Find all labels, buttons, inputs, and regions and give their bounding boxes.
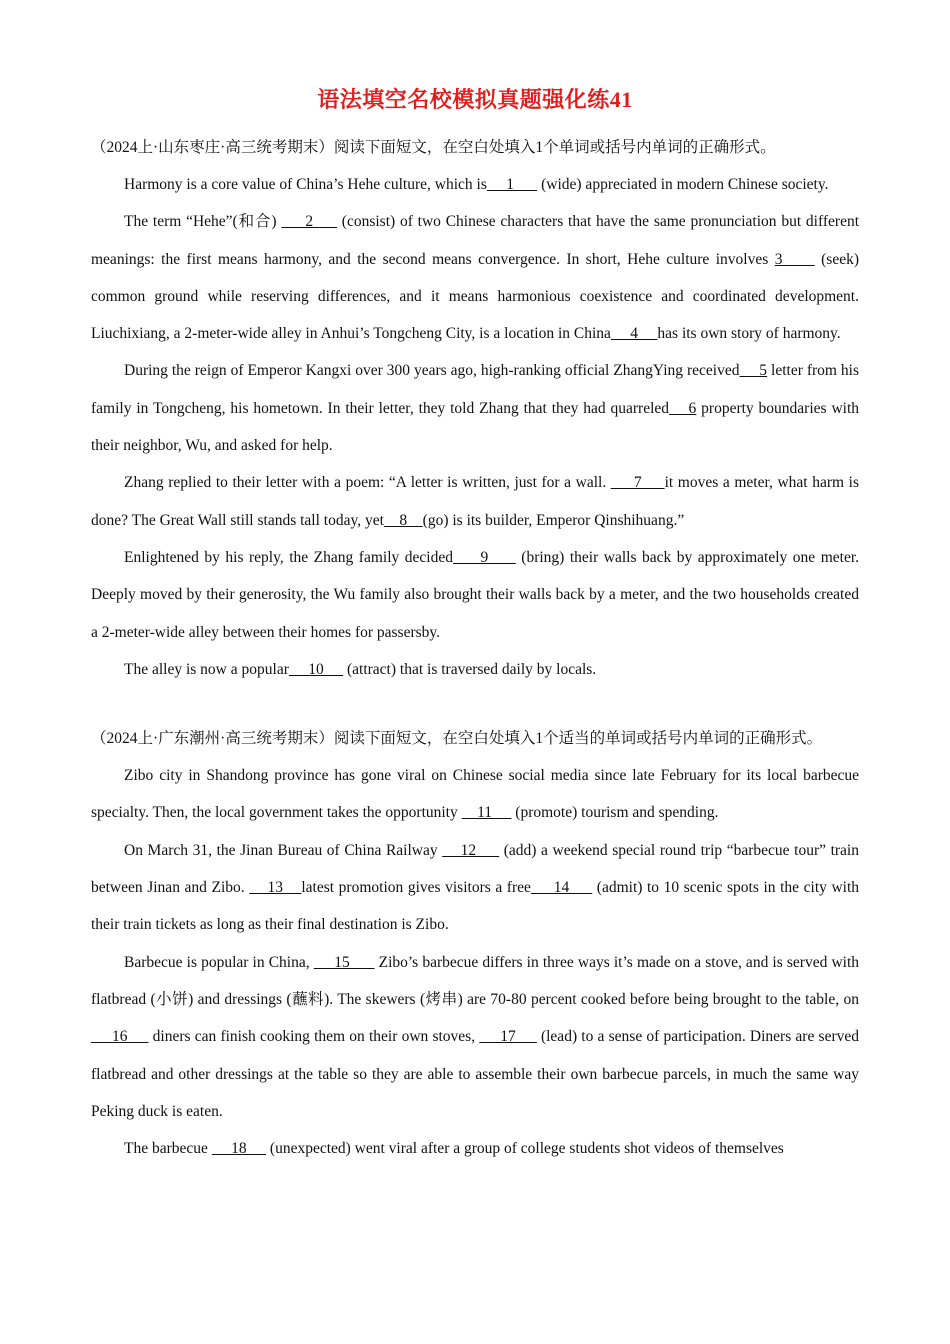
section-instructions: （2024上·广东潮州·高三统考期末）阅读下面短文，在空白处填入1个适当的单词或括号内单词的正确形式。: [91, 730, 823, 748]
document-page: [91, 82, 859, 1167]
passage-text: letter from his family in Tongcheng, his hometown. In their letter, they told Zhang that they had quarreled: [91, 362, 860, 417]
answer-blank[interactable]: 16: [91, 1028, 149, 1046]
passage-text: property boundaries with their neighbor, Wu, and asked for help.: [91, 399, 859, 455]
answer-blank[interactable]: 8: [383, 511, 423, 529]
passage-text: (consist) of two Chinese characters that have the same pronunciation but different meanings: the first means harmony, and the second means convergence. In short, Hehe culture involves: [91, 213, 860, 268]
answer-blank[interactable]: 4: [610, 325, 658, 343]
passage-text: Harmony is a core value of China’s Hehe culture, which is: [124, 176, 487, 193]
answer-blank[interactable]: 18: [211, 1140, 267, 1158]
passage-text: The alley is now a popular: [124, 660, 289, 678]
passage-paragraph: [91, 464, 859, 539]
passage-text: (go) is its builder, Emperor Qinshihuang.”: [422, 511, 685, 529]
answer-blank[interactable]: 9: [452, 548, 516, 566]
passage-text: Zhang replied to their letter with a poem: “A letter is written, just for a wall.: [124, 474, 611, 492]
passage-paragraph: [91, 757, 859, 832]
answer-blank[interactable]: 2: [281, 213, 338, 231]
passage-paragraph: [91, 166, 859, 203]
passage-text: Zibo’s barbecue differs in three ways it’s made on a stove, and is served with flatbread (小饼) and dressings (蘸料). The skewers (烤串) are 70-80 percent cooked before being brought to the table, on: [91, 953, 859, 1008]
answer-blank[interactable]: 14: [530, 879, 593, 897]
passage-text: (wide) appreciated in modern Chinese society.: [537, 176, 829, 193]
passage-text: latest promotion gives visitors a free: [301, 879, 531, 897]
passage-text: has its own story of harmony.: [657, 325, 841, 343]
page-title: 语法填空名校模拟真题强化练41: [317, 87, 633, 112]
passage-text: (attract) that is traversed daily by locals.: [343, 660, 597, 678]
passage-paragraph: [91, 651, 859, 688]
passage-paragraph: [91, 832, 859, 944]
answer-blank[interactable]: 6: [669, 399, 697, 417]
answer-blank[interactable]: 3: [774, 250, 815, 268]
answer-blank[interactable]: 13: [249, 879, 302, 897]
answer-blank[interactable]: 12: [442, 841, 500, 859]
exercise-section: [91, 130, 859, 688]
passage-text: (admit) to 10 scenic spots in the city with their train tickets as long as their final destination is Zibo.: [91, 879, 860, 934]
passage-text: (add) a weekend special round trip “barbecue tour” train between Jinan and Zibo.: [91, 841, 859, 897]
passage-text: (lead) to a sense of participation. Diners are served flatbread and other dressings at the table so they are able to assemble their own barbecue parcels, in much the same way Peking duck is eaten.: [91, 1028, 860, 1120]
answer-blank[interactable]: 7: [610, 474, 665, 492]
answer-blank[interactable]: 11: [461, 804, 512, 822]
passage-text: (bring) their walls back by approximately one meter. Deeply moved by their generosity, the Wu family also brought their walls back by a meter, and the two households created a 2-meter-wide alley between their homes for passersby.: [91, 548, 859, 641]
answer-blank[interactable]: 15: [313, 953, 375, 971]
exercise-section: [91, 721, 859, 1167]
answer-blank[interactable]: 10: [288, 660, 344, 678]
passage-text: On March 31, the Jinan Bureau of China Railway: [124, 841, 443, 859]
section-instructions: （2024上·山东枣庄·高三统考期末）阅读下面短文，在空白处填入1个单词或括号内单词的正确形式。: [91, 139, 776, 156]
passage-text: (promote) tourism and spending.: [511, 804, 719, 822]
passage-paragraph: [91, 539, 859, 651]
passage-text: diners can finish cooking them on their own stoves,: [148, 1028, 480, 1046]
passage-paragraph: [91, 352, 859, 464]
passage-text: Enlightened by his reply, the Zhang family decided: [124, 548, 453, 566]
passage-text: During the reign of Emperor Kangxi over 300 years ago, high-ranking official ZhangYing received: [124, 362, 740, 380]
exercise-sections: [91, 130, 859, 1167]
passage-text: (unexpected) went viral after a group of college students shot videos of themselves: [266, 1140, 784, 1158]
passage-text: Zibo city in Shandong province has gone viral on Chinese social media since late February for its local barbecue specialty. Then, the local government takes the opportunity: [91, 767, 859, 822]
passage-paragraph: [91, 203, 859, 352]
passage-paragraph: [91, 944, 859, 1130]
answer-blank[interactable]: 17: [479, 1028, 537, 1046]
passage-paragraph: [91, 1130, 859, 1167]
passage-text: (seek) common ground while reserving differences, and it means harmonious coexistence and coordinated development. Liuchixiang, a 2-meter-wide alley in Anhui’s Tongcheng City, is a location in China: [91, 250, 859, 343]
answer-blank[interactable]: 5: [739, 362, 768, 380]
passage-text: The term “Hehe”(和合): [124, 213, 282, 231]
passage-text: Barbecue is popular in China,: [124, 953, 314, 971]
passage-text: The barbecue: [124, 1140, 212, 1158]
section-spacer: [91, 688, 859, 721]
passage-text: it moves a meter, what harm is done? The Great Wall still stands tall today, yet: [91, 474, 859, 529]
answer-blank[interactable]: 1: [486, 176, 538, 193]
